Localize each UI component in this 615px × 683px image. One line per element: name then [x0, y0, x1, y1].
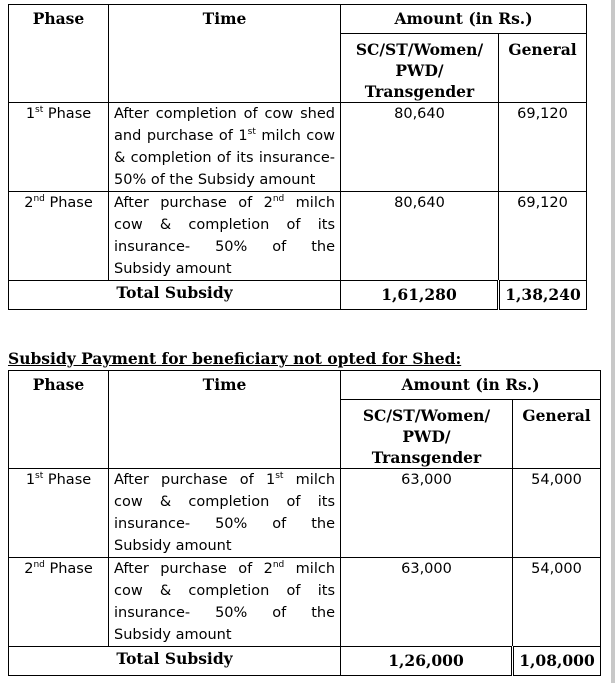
phase-cell: 1st Phase [9, 469, 109, 558]
page-edge [611, 0, 615, 683]
amount-reserved-cell: 63,000 [341, 558, 513, 647]
phase-cell: 2nd Phase [9, 558, 109, 647]
category-general-header: General [513, 400, 601, 469]
amount-general-cell: 69,120 [499, 192, 587, 281]
amount-reserved-cell: 63,000 [341, 469, 513, 558]
time-cell: After completion of cow shed and purchase of 1st milch cow & completion of its insurance- 50% of the Subsidy amount [109, 103, 341, 192]
total-row [9, 281, 587, 310]
category-general-header: General [499, 34, 587, 103]
amount-header: Amount (in Rs.) [341, 5, 587, 34]
time-cell: After purchase of 1st milch cow & completion of its insurance- 50% of the Subsidy amount [109, 469, 341, 558]
time-cell: After purchase of 2nd milch cow & completion of its insurance- 50% of the Subsidy amount [109, 558, 341, 647]
category-reserved-header: SC/ST/Women/ PWD/ Transgender [341, 400, 513, 469]
total-reserved-value: 1,26,000 [341, 647, 513, 676]
subsidy-table-no-shed [8, 370, 601, 676]
amount-general-cell: 54,000 [513, 558, 601, 647]
category-reserved-header: SC/ST/Women/ PWD/ Transgender [341, 34, 499, 103]
amount-general-cell: 54,000 [513, 469, 601, 558]
phase-cell: 2nd Phase [9, 192, 109, 281]
total-reserved-value: 1,61,280 [341, 281, 499, 310]
amount-reserved-cell: 80,640 [341, 192, 499, 281]
total-label: Total Subsidy [9, 647, 341, 676]
amount-reserved-cell: 80,640 [341, 103, 499, 192]
total-general-value: 1,08,000 [513, 647, 601, 676]
table-row [9, 469, 601, 558]
table-row [9, 558, 601, 647]
time-header: Time [109, 371, 341, 469]
amount-header: Amount (in Rs.) [341, 371, 601, 400]
time-cell: After purchase of 2nd milch cow & completion of its insurance- 50% of the Subsidy amount [109, 192, 341, 281]
subsidy-table-with-shed [8, 4, 587, 310]
time-header: Time [109, 5, 341, 103]
table-row [9, 192, 587, 281]
section-caption: Subsidy Payment for beneficiary not opted for Shed: [8, 349, 462, 368]
total-general-value: 1,38,240 [499, 281, 587, 310]
total-label: Total Subsidy [9, 281, 341, 310]
phase-header: Phase [9, 371, 109, 469]
phase-header: Phase [9, 5, 109, 103]
phase-cell: 1st Phase [9, 103, 109, 192]
amount-general-cell: 69,120 [499, 103, 587, 192]
total-row [9, 647, 601, 676]
table-row [9, 103, 587, 192]
